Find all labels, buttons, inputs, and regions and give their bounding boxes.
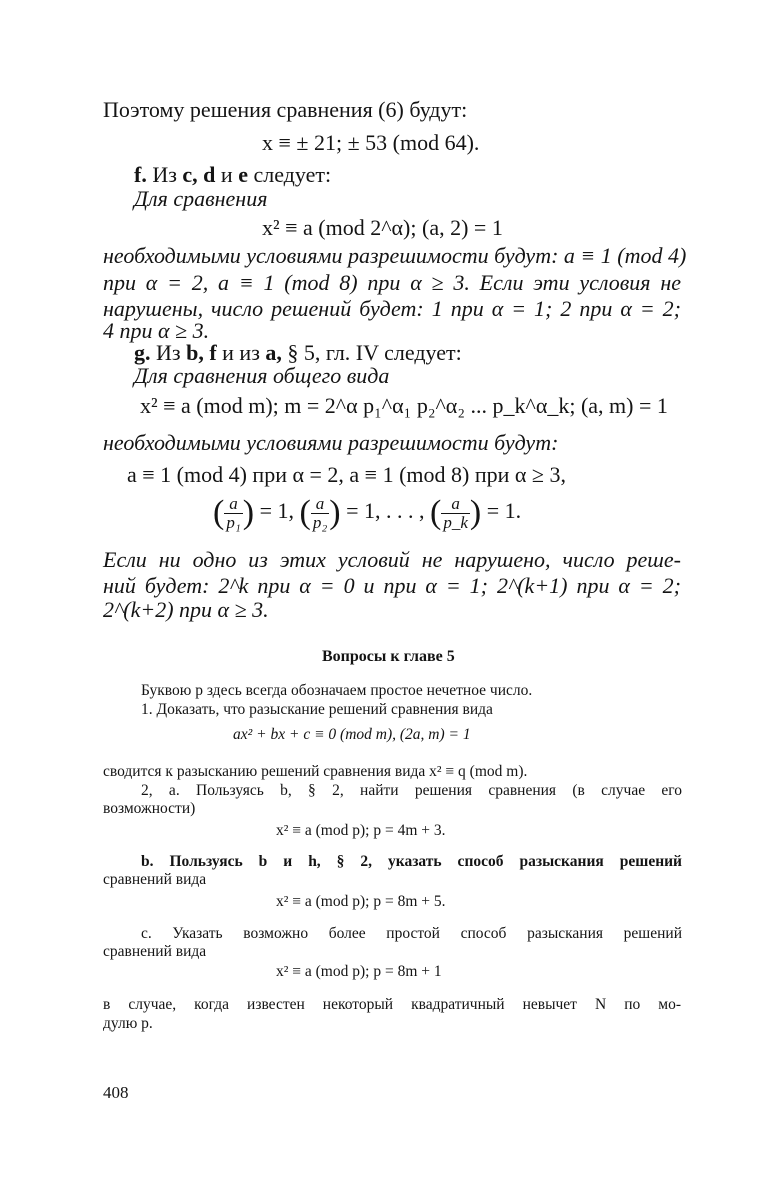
text-line: Буквою p здесь всегда обозначаем простое нечетное число. bbox=[141, 682, 533, 699]
formula: x² ≡ a (mod p); p = 8m + 1 bbox=[276, 963, 442, 980]
ref: e bbox=[238, 162, 248, 187]
theorem-text: Для сравнения bbox=[134, 186, 268, 211]
theorem-text: Для сравнения общего вида bbox=[134, 363, 390, 388]
text: § 5, гл. IV следует: bbox=[287, 340, 462, 365]
theorem-text: ний будет: 2^k при α = 0 и при α = 1; 2^(k+1) при α = 2; bbox=[103, 573, 681, 598]
text-line: 2, a. Пользуясь b, § 2, найти решения сравнения (в случае его bbox=[141, 782, 682, 799]
formula: x² ≡ a (mod 2^α); (a, 2) = 1 bbox=[262, 215, 503, 240]
ref: c, bbox=[182, 162, 198, 187]
text: Из bbox=[152, 162, 177, 187]
text: Из bbox=[156, 340, 181, 365]
text: = 1, bbox=[259, 498, 294, 524]
formula: x ≡ ± 21; ± 53 (mod 64). bbox=[262, 130, 480, 155]
text-line: Поэтому решения сравнения (6) будут: bbox=[103, 97, 468, 122]
page-number: 408 bbox=[103, 1083, 129, 1102]
item-label: g. bbox=[134, 340, 151, 365]
formula: a ≡ 1 (mod 4) при α = 2, a ≡ 1 (mod 8) при α ≥ 3, bbox=[127, 462, 567, 487]
ref: f bbox=[209, 340, 217, 365]
section-heading: Вопросы к главе 5 bbox=[322, 648, 455, 665]
ref: d bbox=[203, 162, 216, 187]
ref: a, bbox=[265, 340, 282, 365]
ref: b, bbox=[186, 340, 204, 365]
formula: x² ≡ a (mod p); p = 4m + 3. bbox=[276, 822, 446, 839]
theorem-text: нарушены, число решений будет: 1 при α = 1; 2 при α = 2; bbox=[103, 296, 681, 321]
text-line: возможности) bbox=[103, 800, 196, 817]
theorem-text: 2^(k+2) при α ≥ 3. bbox=[103, 597, 269, 622]
text-line: 1. Доказать, что разыскание решений сравнения вида bbox=[141, 701, 493, 718]
formula: x² ≡ a (mod m); m = 2^α p₁^α₁ p₂^α₂ ... p_k^α_k; (a, m) = 1 bbox=[140, 393, 668, 418]
fraction: $\frac{a}{\text{p₂}}$ bbox=[312, 493, 328, 532]
theorem-text: при α = 2, a ≡ 1 (mod 8) при α ≥ 3. Если эти условия не bbox=[103, 270, 681, 295]
text: следует: bbox=[253, 162, 332, 187]
text: = 1, bbox=[346, 498, 381, 524]
text-line: b. Пользуясь b и h, § 2, указать способ разыскания решений bbox=[141, 853, 682, 870]
formula: x² ≡ a (mod p); p = 8m + 5. bbox=[276, 893, 446, 910]
text: . . . , bbox=[386, 498, 425, 524]
text-line bbox=[134, 162, 331, 188]
text-line: сводится к разысканию решений сравнения вида x² ≡ q (mod m). bbox=[103, 763, 528, 780]
theorem-text: 4 при α ≥ 3. bbox=[103, 318, 210, 343]
formula: ( $\frac{a}{\text{p₁}}$ ) = 1, ( $\frac{a}{\text{p₂}}$ ) = 1, . . . , ( $\frac{a}{p\_k}$ ) = 1. bbox=[213, 493, 522, 532]
theorem-text: необходимыми условиями разрешимости будут: a ≡ 1 (mod 4) bbox=[103, 243, 687, 268]
text: = 1. bbox=[486, 498, 522, 524]
text: и bbox=[220, 162, 233, 187]
formula: ax² + bx + c ≡ 0 (mod m), (2a, m) = 1 bbox=[233, 726, 471, 743]
text-line: дулю p. bbox=[103, 1015, 153, 1032]
fraction: $\frac{a}{\text{p₁}}$ bbox=[226, 493, 241, 532]
item-label: f. bbox=[134, 162, 147, 187]
text-line: сравнений вида bbox=[103, 943, 207, 960]
theorem-text: необходимыми условиями разрешимости будут: bbox=[103, 430, 559, 455]
theorem-text: Если ни одно из этих условий не нарушено, число реше- bbox=[103, 547, 681, 572]
text: и из bbox=[222, 340, 260, 365]
fraction: $\frac{a}{p\_k}$ bbox=[443, 493, 468, 532]
text-line: в случае, когда известен некоторый квадратичный невычет N по мо- bbox=[103, 996, 681, 1013]
text-line: c. Указать возможно более простой способ разыскания решений bbox=[141, 925, 682, 942]
text-line: сравнений вида bbox=[103, 871, 207, 888]
